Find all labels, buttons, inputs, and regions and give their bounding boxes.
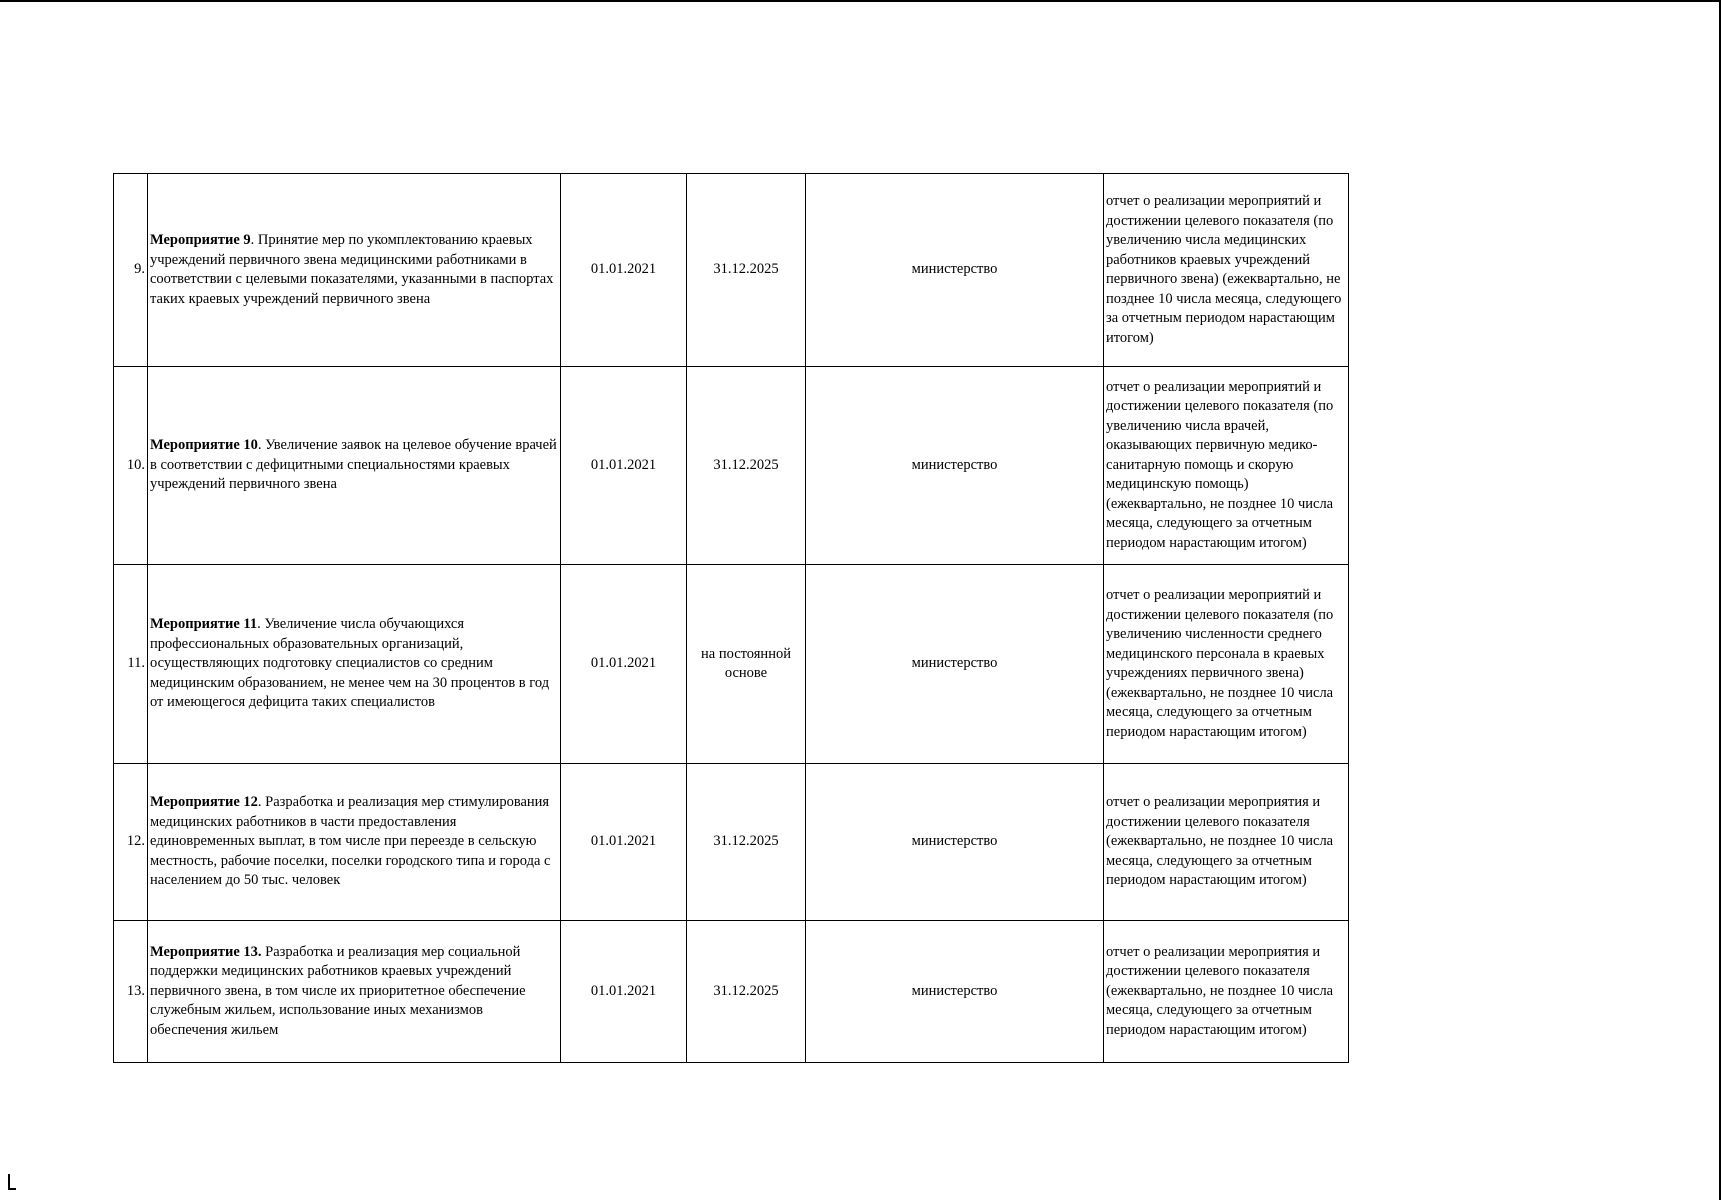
table-row-10 xyxy=(114,367,1349,565)
measure-description xyxy=(148,764,561,921)
start-date: 01.01.2021 xyxy=(561,921,687,1063)
table-row-9 xyxy=(114,174,1349,367)
row-number: 12. xyxy=(114,764,148,921)
end-date: 31.12.2025 xyxy=(687,921,806,1063)
start-date: 01.01.2021 xyxy=(561,565,687,764)
measure-description xyxy=(148,921,561,1063)
measure-title: Мероприятие 10 xyxy=(150,437,258,454)
measure-title: Мероприятие 12 xyxy=(150,794,258,811)
measure-description xyxy=(148,367,561,565)
start-date: 01.01.2021 xyxy=(561,174,687,367)
start-date: 01.01.2021 xyxy=(561,367,687,565)
table-row-12 xyxy=(114,764,1349,921)
measure-text: . Разработка и реализация мер стимулирования медицинских работников в части предоставления единовременных выплат, в том числе при переезде в сельскую местность, рабочие поселки, поселки городского типа и города с населением до 50 тыс. человек xyxy=(150,794,551,889)
measure-text: . Принятие мер по укомплектованию краевых учреждений первичного звена медицинскими работниками в соответствии с целевыми показателями, указанными в паспортах таких краевых учреждений первичного звена xyxy=(150,232,554,307)
end-date: 31.12.2025 xyxy=(687,764,806,921)
report-form: отчет о реализации мероприятия и достижении целевого показателя (ежеквартально, не позднее 10 числа месяца, следующего за отчетным периодом нарастающим итогом) xyxy=(1104,921,1349,1063)
measure-text: Разработка и реализация мер социальной поддержки медицинских работников краевых учреждений первичного звена, в том числе их приоритетное обеспечение служебным жильем, использование иных механизмов обеспечения жильем xyxy=(150,943,526,1038)
measure-description xyxy=(148,174,561,367)
executor: министерство xyxy=(806,921,1104,1063)
row-number: 10. xyxy=(114,367,148,565)
end-date: на постоянной основе xyxy=(687,565,806,764)
executor: министерство xyxy=(806,764,1104,921)
measure-text: . Увеличение заявок на целевое обучение врачей в соответствии с дефицитными специальностями краевых учреждений первичного звена xyxy=(150,437,557,493)
row-number: 9. xyxy=(114,174,148,367)
end-date: 31.12.2025 xyxy=(687,367,806,565)
scan-corner-mark xyxy=(8,1174,16,1190)
executor: министерство xyxy=(806,565,1104,764)
table-row-13 xyxy=(114,921,1349,1063)
measure-description xyxy=(148,565,561,764)
measure-title: Мероприятие 9 xyxy=(150,232,251,248)
measure-text: . Увеличение числа обучающихся профессиональных образовательных организаций, осуществляющих подготовку специалистов со средним медицинским образованием, не менее чем на 30 процентов в год от имеющегося дефицита таких специалистов xyxy=(150,616,550,711)
row-number: 13. xyxy=(114,921,148,1063)
report-form: отчет о реализации мероприятия и достижении целевого показателя (ежеквартально, не позднее 10 числа месяца, следующего за отчетным периодом нарастающим итогом) xyxy=(1104,764,1349,921)
report-form: отчет о реализации мероприятий и достижении целевого показателя (по увеличению числа медицинских работников краевых учреждений первичного звена) (ежеквартально, не позднее 10 числа месяца, следующего за отчетным периодом нарастающим итогом) xyxy=(1104,174,1349,367)
measure-title: Мероприятие 13. xyxy=(150,943,262,960)
row-number: 11. xyxy=(114,565,148,764)
report-form: отчет о реализации мероприятий и достижении целевого показателя (по увеличению числа врачей, оказывающих первичную медико-санитарную помощь и скорую медицинскую помощь) (ежеквартально, не позднее 10 числа месяца, следующего за отчетным периодом нарастающим итогом) xyxy=(1104,367,1349,565)
end-date: 31.12.2025 xyxy=(687,174,806,367)
measures-table xyxy=(113,173,1349,1063)
executor: министерство xyxy=(806,367,1104,565)
table-row-11 xyxy=(114,565,1349,764)
report-form: отчет о реализации мероприятий и достижении целевого показателя (по увеличению численности среднего медицинского персонала в краевых учреждениях первичного звена) (ежеквартально, не позднее 10 числа месяца, следующего за отчетным периодом нарастающим итогом) xyxy=(1104,565,1349,764)
start-date: 01.01.2021 xyxy=(561,764,687,921)
measure-title: Мероприятие 11 xyxy=(150,616,258,633)
executor: министерство xyxy=(806,174,1104,367)
